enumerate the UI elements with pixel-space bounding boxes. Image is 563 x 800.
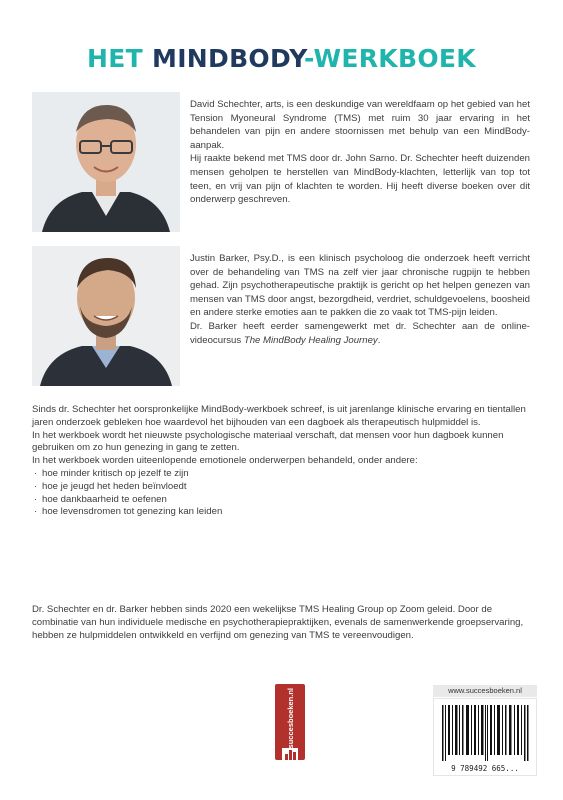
bio-last-suffix: .	[377, 334, 381, 346]
book-title	[0, 44, 563, 73]
bio-paragraph-last	[190, 320, 530, 347]
title-part-mindbody: MINDBODY	[152, 44, 304, 73]
book-description	[32, 404, 532, 519]
list-item: · hoe minder kritisch op jezelf te zijn	[32, 468, 532, 481]
description-paragraph: In het werkboek wordt het nieuwste psychologische materiaal verschaft, dat mensen voor hun dagboek kunnen gebruiken om zo hun genezing in gang te zetten.	[32, 429, 504, 454]
course-title: The MindBody Healing Journey	[243, 334, 378, 346]
list-item: · hoe je jeugd het heden beïnvloedt	[32, 481, 532, 494]
publisher-logo	[275, 684, 305, 760]
description-paragraph: Sinds dr. Schechter het oorspronkelijke MindBody-werkboek schreef, is uit jarenlange klinische ervaring en tientallen jaren onderzoek gebleken hoe waardevol het bijhouden van een dagboek als therapeutisch hulpmiddel is.	[32, 404, 526, 428]
list-item: · hoe levensdromen tot genezing kan leiden	[32, 506, 532, 519]
bio-last-prefix: Dr. Barker heeft eerder samengewerkt met dr. Schechter aan de online-videocursus	[190, 320, 530, 346]
description-paragraph: In het werkboek worden uiteenlopende emotionele onderwerpen behandeld, onder andere:	[32, 455, 418, 467]
bio-paragraph: Hij raakte bekend met TMS door dr. John Sarno. Dr. Schechter heeft duizenden mensen geholpen te herstellen van MindBody-klachten, letterlijk van top tot teen, en vrij van pijn of klachten te worden. Hij heeft diverse boeken over dit onderwerp geschreven.	[190, 153, 530, 206]
author-bio-schechter	[190, 98, 530, 207]
topic-list	[32, 468, 532, 519]
bio-paragraph: David Schechter, arts, is een deskundige van wereldfaam op het gebied van het Tension Myoneural Syndrome (TMS) met ruim 30 jaar ervaring in het behandelen van pijn en andere stoornissen met behulp van een MindBody-aanpak.	[190, 99, 530, 151]
title-part-werkboek: -WERKBOEK	[303, 44, 476, 73]
title-part-het: HET	[87, 44, 153, 73]
authors-collaboration-text	[32, 604, 532, 642]
list-item: · hoe dankbaarheid te oefenen	[32, 494, 532, 507]
publisher-website: www.succesboeken.nl	[433, 685, 537, 697]
author-photo-schechter	[32, 92, 180, 232]
author-bio-barker	[190, 252, 530, 347]
footer-paragraph: Dr. Schechter en dr. Barker hebben sinds 2020 een wekelijkse TMS Healing Group op Zoom geleid. Door de combinatie van hun individuele medische en psychotherapiepraktijken, evenals de samenwerkende groepservaring, hebben ze hulpmiddelen ontwikkeld en verfijnd om genezing van TMS te vereenvoudigen.	[32, 604, 524, 641]
publisher-mark-icon	[282, 748, 298, 762]
isbn-number: 9 789492 665...	[451, 764, 519, 773]
bio-paragraph: Justin Barker, Psy.D., is een klinisch psycholoog die onderzoek heeft verricht over de behandeling van TMS na zelf vier jaar chronische rugpijn te hebben gehad. Zijn psychotherapeutische praktijk is gericht op het helpen genezen van mensen van TMS door angst, bezorgdheid, verdriet, schuldgevoelens, boosheid en andere sterke emoties aan te pakken die zo vaak tot TMS-pijn leiden.	[190, 253, 530, 319]
barcode-icon	[442, 705, 530, 761]
isbn-barcode	[433, 698, 537, 776]
publisher-logo-text: succesboeken.nl	[285, 688, 295, 749]
author-photo-barker	[32, 246, 180, 386]
